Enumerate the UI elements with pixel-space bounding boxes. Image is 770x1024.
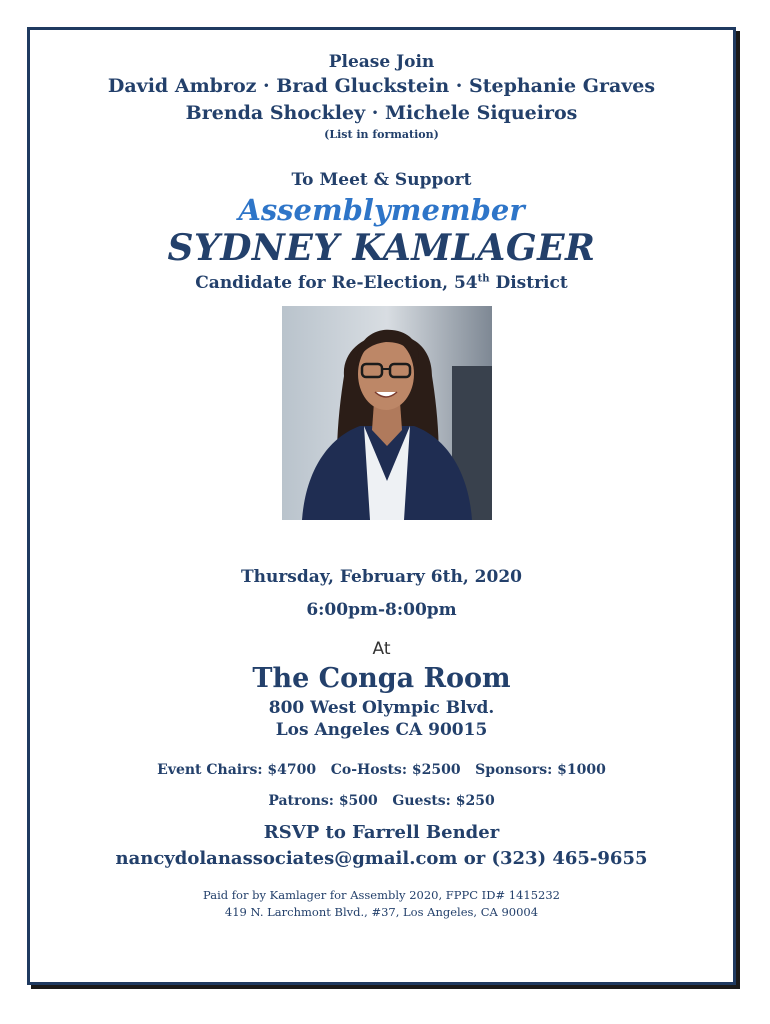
event-time: 6:00pm-8:00pm (306, 600, 457, 620)
contribution-levels-row-2: Patrons: $500 Guests: $250 (268, 793, 495, 809)
venue-name: The Conga Room (252, 663, 511, 694)
contribution-levels-row-1: Event Chairs: $4700 Co-Hosts: $2500 Sponsors: $1000 (157, 762, 606, 778)
rsvp-heading: RSVP to Farrell Bender (263, 822, 500, 843)
flyer-frame (27, 27, 736, 985)
venue-address-line-2: Los Angeles CA 90015 (275, 720, 488, 740)
event-date: Thursday, February 6th, 2020 (240, 567, 522, 587)
hosts-line-2: Brenda Shockley · Michele Siqueiros (185, 102, 578, 124)
subtitle-district: District (489, 273, 568, 293)
committee-address: 419 N. Larchmont Blvd., #37, Los Angeles, CA 90004 (224, 905, 539, 919)
list-note: (List in formation) (324, 128, 439, 141)
meet-support-heading: To Meet & Support (291, 170, 472, 190)
subtitle-text: Candidate for Re-Election, 54 (195, 273, 478, 293)
venue-address-line-1: 800 West Olympic Blvd. (268, 698, 495, 718)
candidate-photo (282, 306, 492, 520)
subtitle-superscript: th (477, 273, 490, 285)
candidate-subtitle (30, 273, 733, 293)
candidate-name: SYDNEY KAMLAGER (167, 227, 596, 269)
rsvp-contact: nancydolanassociates@gmail.com or (323) 465-9655 (115, 848, 648, 869)
hosts-line-1: David Ambroz · Brad Gluckstein · Stephanie Graves (107, 75, 656, 97)
candidate-role: Assemblymember (238, 193, 525, 227)
invite-title: Please Join (328, 52, 435, 72)
paid-for-disclaimer: Paid for by Kamlager for Assembly 2020, FPPC ID# 1415232 (203, 888, 560, 902)
at-label: At (372, 639, 391, 659)
